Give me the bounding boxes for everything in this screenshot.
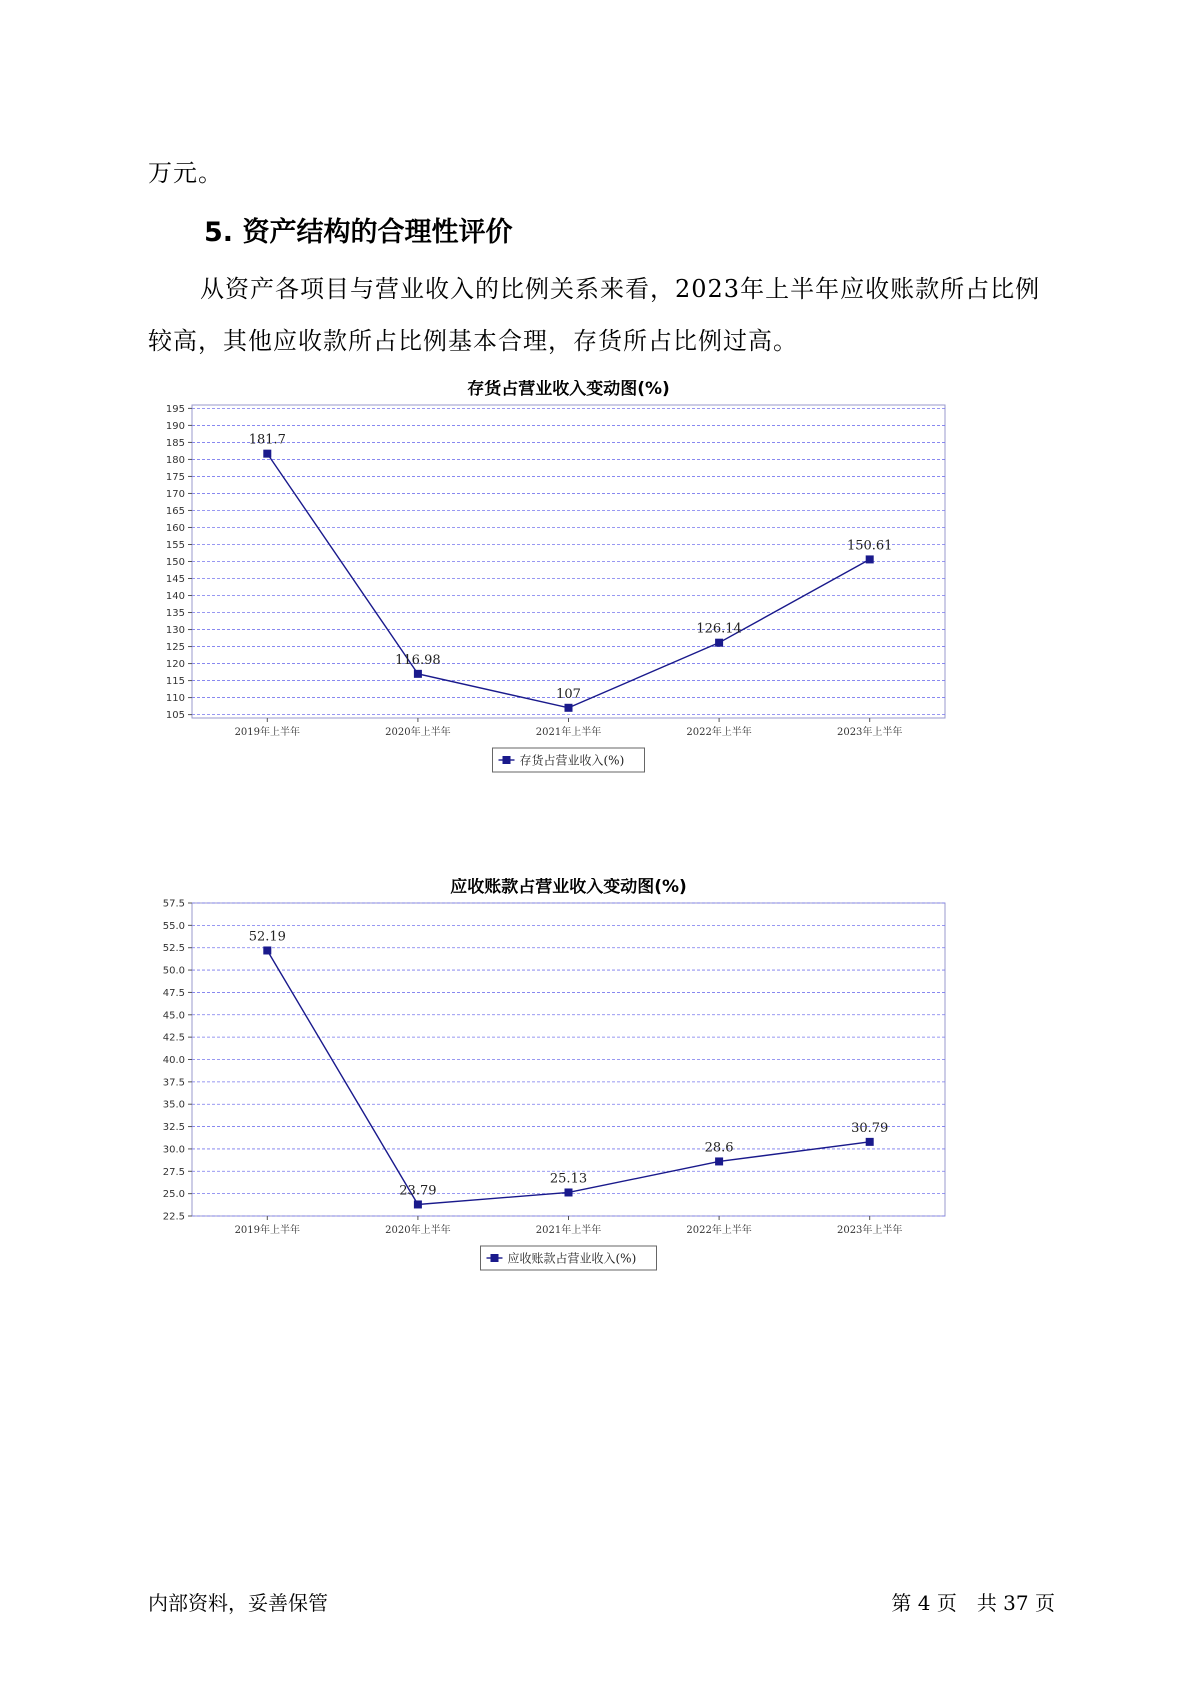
data-point: [263, 946, 271, 954]
data-point: [565, 704, 573, 712]
data-label: 150.61: [846, 538, 893, 554]
y-tick-label: 37.5: [162, 1077, 185, 1089]
paragraph-body: 从资产各项目与营业收入的比例关系来看，2023年上半年应收账款所占比例较高，其他应收款所占比例基本合理，存货所占比例过高。: [148, 275, 1041, 355]
data-point: [866, 1138, 874, 1146]
y-tick-label: 25.0: [162, 1189, 185, 1201]
data-label: 25.13: [549, 1171, 588, 1187]
y-tick-label: 55.0: [162, 920, 185, 932]
y-tick-label: 47.5: [162, 987, 185, 999]
data-point: [866, 555, 874, 563]
y-tick-label: 170: [165, 488, 185, 500]
x-tick-label: 2020年上半年: [385, 727, 451, 738]
y-tick-label: 155: [165, 539, 185, 551]
y-tick-label: 42.5: [162, 1032, 185, 1044]
y-tick-label: 130: [165, 625, 185, 637]
y-tick-label: 30.0: [162, 1144, 185, 1156]
inventory-ratio-chart: [150, 380, 1040, 840]
y-tick-label: 45.0: [162, 1010, 185, 1022]
data-point: [263, 450, 271, 458]
section-heading: 5. 资产结构的合理性评价: [204, 217, 513, 248]
data-label: 116.98: [395, 652, 441, 668]
x-tick-label: 2023年上半年: [836, 727, 903, 738]
y-tick-label: 165: [165, 505, 185, 517]
y-tick-label: 40.0: [162, 1055, 185, 1066]
y-tick-label: 180: [165, 454, 185, 466]
y-tick-label: 125: [165, 642, 185, 654]
y-tick-label: 32.5: [162, 1122, 185, 1134]
y-tick-label: 50.0: [162, 965, 185, 977]
y-tick-label: 175: [165, 471, 185, 483]
y-tick-label: 35.0: [162, 1099, 185, 1111]
x-tick-label: 2022年上半年: [686, 1225, 752, 1236]
x-tick-label: 2023年上半年: [836, 1225, 903, 1236]
data-label: 23.79: [399, 1183, 437, 1199]
x-tick-label: 2022年上半年: [686, 727, 752, 738]
data-label: 28.6: [704, 1140, 734, 1156]
data-point: [715, 1157, 723, 1165]
footer-confidential-note: 内部资料，妥善保管: [148, 1591, 328, 1615]
receivables-ratio-chart: [150, 878, 1040, 1338]
y-tick-label: 145: [165, 574, 185, 586]
x-tick-label: 2019年上半年: [234, 1225, 301, 1236]
y-tick-label: 160: [165, 522, 185, 534]
data-label: 30.79: [851, 1120, 889, 1136]
x-tick-label: 2021年上半年: [535, 1225, 602, 1236]
y-tick-label: 195: [165, 403, 185, 415]
inventory-ratio-chart-svg: [150, 380, 1040, 840]
chart-title: 应收账款占营业收入变动图(%): [450, 878, 687, 897]
y-tick-label: 52.5: [162, 943, 185, 955]
receivables-ratio-chart-svg: [150, 878, 1040, 1338]
data-label: 107: [556, 686, 581, 702]
y-tick-label: 57.5: [162, 898, 185, 910]
data-point: [414, 1200, 422, 1208]
legend-marker: [503, 756, 511, 764]
legend-label: 应收账款占营业收入(%): [507, 1251, 637, 1266]
data-point: [565, 1188, 573, 1196]
x-tick-label: 2021年上半年: [535, 727, 602, 738]
y-tick-label: 105: [165, 710, 185, 722]
data-point: [414, 670, 422, 678]
y-tick-label: 110: [165, 693, 185, 705]
y-tick-label: 190: [165, 420, 185, 432]
data-label: 52.19: [248, 929, 286, 945]
y-tick-label: 115: [165, 676, 185, 688]
x-tick-label: 2020年上半年: [385, 1225, 451, 1236]
y-tick-label: 120: [165, 659, 185, 671]
y-tick-label: 150: [165, 557, 185, 568]
data-label: 126.14: [696, 621, 742, 637]
y-tick-label: 22.5: [162, 1211, 185, 1223]
y-tick-label: 135: [165, 608, 185, 620]
y-tick-label: 140: [165, 591, 185, 603]
chart-title: 存货占营业收入变动图(%): [467, 380, 670, 399]
data-label: 181.7: [248, 432, 286, 448]
legend-label: 存货占营业收入(%): [519, 753, 625, 768]
x-tick-label: 2019年上半年: [234, 727, 301, 738]
footer-page-number: 第 4 页 共 37 页: [891, 1591, 1055, 1615]
paragraph-continuation: 万元。: [148, 159, 223, 187]
y-tick-label: 27.5: [162, 1166, 185, 1178]
data-point: [715, 639, 723, 647]
legend-marker: [491, 1254, 499, 1262]
y-tick-label: 185: [165, 437, 185, 449]
